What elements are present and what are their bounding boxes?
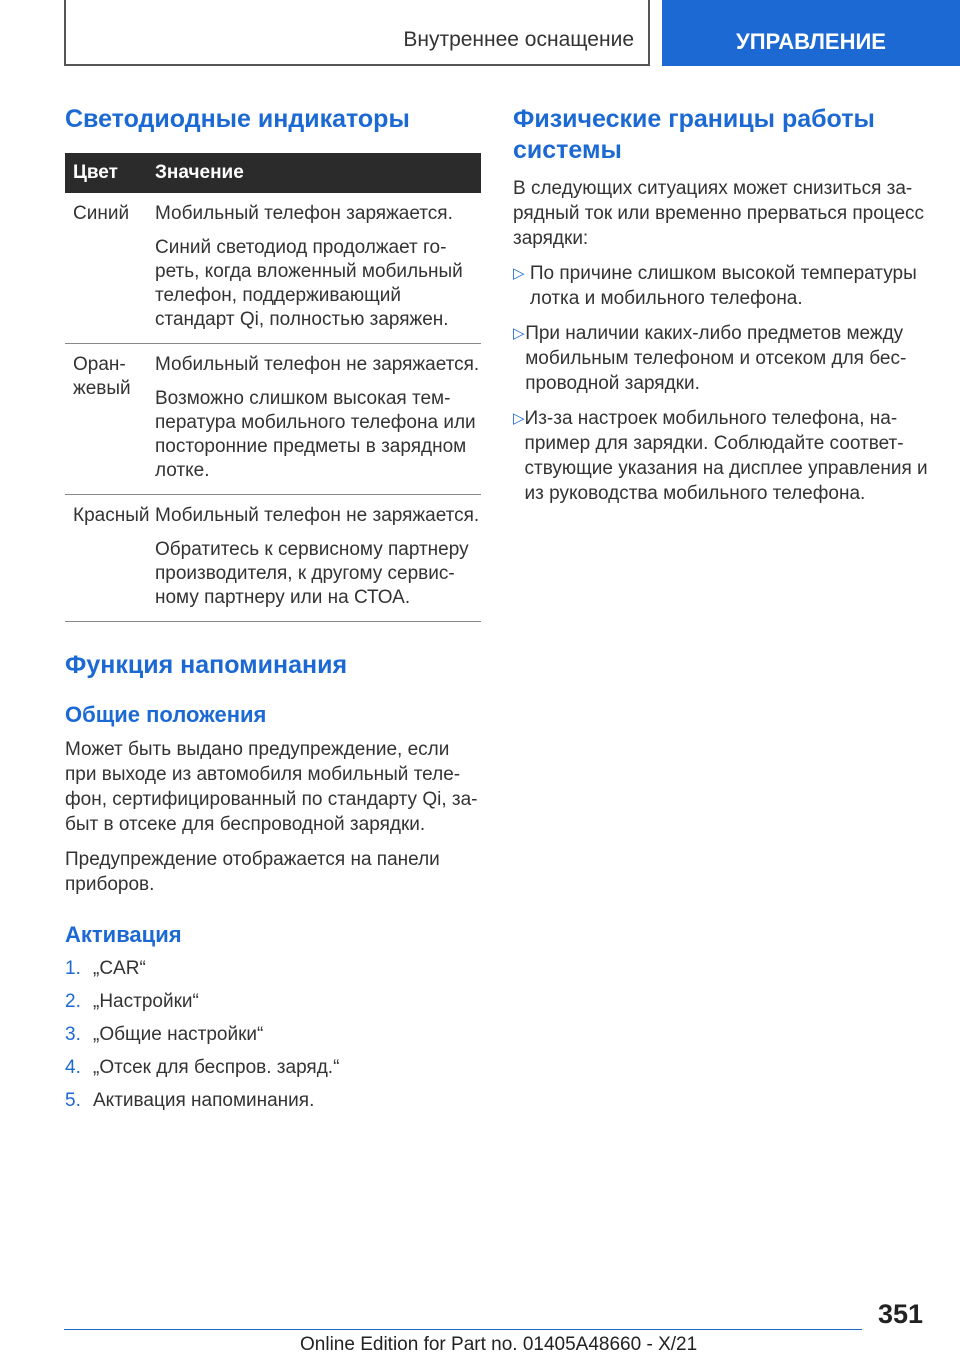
step-number: 2. <box>65 991 81 1012</box>
header-chapter-tab <box>662 0 960 66</box>
physical-limits-title: Физические границы работы системы <box>513 105 875 164</box>
led-table <box>65 153 481 622</box>
table-cell-line: Мобильный телефон заряжается. <box>155 203 453 224</box>
step-number: 1. <box>65 958 81 979</box>
general-paragraph-1: Может быть выдано предупреждение, если при выходе из автомобиля мобильный телефон, сертифицированный по стандарту Qi, забыт в отсеке для беспроводной зарядки. <box>65 739 478 835</box>
physical-limits-list <box>513 261 931 506</box>
step-text: „CAR“ <box>93 958 146 979</box>
table-cell-line: Синий светодиод продолжает гореть, когда вложенный мобильный телефон, поддерживающий стандарт Qi, полностью заряжен. <box>155 237 463 330</box>
activation-steps <box>65 957 481 1113</box>
table-header-meaning: Значение <box>155 162 244 183</box>
step-text: „Отсек для беспров. заряд.“ <box>93 1057 340 1078</box>
table-cell-line: Обратитесь к сервисному партнеру производителя, к другому сервисному партнеру или на СТОА. <box>155 539 469 608</box>
list-item <box>65 957 481 981</box>
triangle-bullet-icon: ▷ <box>513 325 525 342</box>
table-cell-meaning <box>155 202 481 332</box>
table-cell-line: Мобильный телефон не заряжается. <box>155 505 480 526</box>
list-item <box>65 1023 481 1047</box>
bullet-text: Из-за настроек мобильного телефона, например для зарядки. Соблюдайте соответствующие указания на дисплее управления и из руководства мобильного телефона. <box>524 408 928 504</box>
table-header-color: Цвет <box>73 162 118 183</box>
page-number: 351 <box>877 1299 923 1329</box>
bullet-text: По причине слишком высокой температуры лотка и мобильного телефона. <box>529 263 917 309</box>
table-cell-color: Оранжевый <box>73 354 131 399</box>
table-cell-color: Синий <box>73 203 130 224</box>
general-title: Общие положения <box>65 702 267 727</box>
bullet-text: При наличии каких-либо предметов между мобильным телефоном и отсеком для беспроводной зарядки. <box>525 323 907 394</box>
general-paragraph-2: Предупреждение отображается на панели приборов. <box>65 849 440 895</box>
physical-limits-intro: В следующих ситуациях может снизиться зарядный ток или временно прерваться процесс зарядки: <box>513 178 925 249</box>
step-text: Активация напоминания. <box>93 1090 315 1111</box>
left-column <box>65 104 481 1122</box>
list-item <box>513 321 931 396</box>
table-cell-meaning <box>155 353 481 483</box>
list-item <box>513 261 931 311</box>
list-item <box>513 406 931 506</box>
table-cell-line: Мобильный телефон не заряжается. <box>155 354 480 375</box>
table-cell-color: Красный <box>73 505 150 526</box>
header-section-tab <box>64 0 650 66</box>
footer-edition: Online Edition for Part no. 01405A48660 - X/21 <box>300 1334 698 1355</box>
header-chapter-label: УПРАВЛЕНИЕ <box>736 29 886 54</box>
led-indicators-title: Светодиодные индикаторы <box>65 105 410 133</box>
list-item <box>65 1056 481 1080</box>
reminder-title: Функция напоминания <box>65 651 348 679</box>
step-number: 3. <box>65 1024 81 1045</box>
header-section-label: Внутреннее оснащение <box>403 28 634 51</box>
triangle-bullet-icon: ▷ <box>513 265 525 282</box>
table-row <box>65 344 481 495</box>
triangle-bullet-icon: ▷ <box>513 410 525 427</box>
table-row <box>65 193 481 344</box>
footer-divider <box>64 1329 862 1330</box>
list-item <box>65 1089 481 1113</box>
step-text: „Настройки“ <box>93 991 199 1012</box>
table-cell-meaning <box>155 504 481 610</box>
activation-title: Активация <box>65 922 182 947</box>
step-number: 5. <box>65 1090 81 1111</box>
table-cell-line: Возможно слишком высокая температура мобильного телефона или посторонние предметы в зарядном лотке. <box>155 388 476 481</box>
right-column <box>513 104 931 516</box>
table-row <box>65 495 481 622</box>
step-text: „Общие настройки“ <box>93 1024 264 1045</box>
step-number: 4. <box>65 1057 81 1078</box>
list-item <box>65 990 481 1014</box>
table-header <box>65 153 481 193</box>
